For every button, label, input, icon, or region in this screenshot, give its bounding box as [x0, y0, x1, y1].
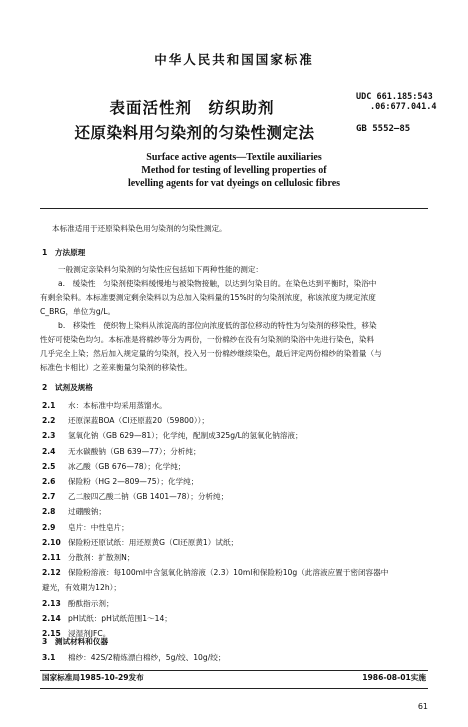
- reagent-item: 2.12 保险粉溶液：每100ml中含氢氧化钠溶液（2.3）10ml和保险粉10g（此溶液应置于密闭容器中: [42, 568, 389, 578]
- effective-date: 1986-08-01实施: [362, 673, 426, 682]
- section-1-body: [40, 263, 438, 375]
- udc-line2: .06:677.041.4: [370, 102, 437, 112]
- footer-divider-bottom: [40, 688, 428, 689]
- document-title-line1: 表面活性剂 纺织助剂: [109, 99, 275, 117]
- reagent-item: 2.2 还原深蓝BOA（CI还原蓝20（59800））；: [42, 416, 209, 426]
- reagent-item: 2.8 过硼酸钠；: [42, 507, 106, 517]
- migration-line3: 几乎完全上染；然后加入规定量的匀染剂，投入另一份棉纱继续染色，最后评定两份棉纱的染着量（与: [40, 349, 382, 358]
- page-number: 61: [417, 702, 428, 711]
- section-3-heading: 3 测试材料和仪器: [42, 637, 109, 646]
- section-2-heading: 2 试剂及规格: [42, 383, 93, 392]
- issuing-organization: 中华人民共和国国家标准: [154, 52, 314, 67]
- reagent-item: 2.6 保险粉（HG 2—809—75）；化学纯；: [42, 477, 199, 487]
- reagent-item: 2.10 保险粉还原试纸：用还原黄G（CI还原黄1）试纸；: [42, 537, 239, 547]
- reagent-item: 2.14 pH试纸：pH试纸范围1～14；: [42, 613, 172, 623]
- retarding-line3: C_BRG，单位为g/L。: [40, 307, 116, 316]
- reagent-item: 2.11 分散剂：扩散剂N；: [42, 553, 135, 563]
- reagent-item: 2.4 无水碳酸钠（GB 639—77）；分析纯；: [42, 446, 201, 456]
- approval-date: 国家标准局1985-10-29发布: [42, 673, 144, 682]
- standard-number: GB 5552—85: [356, 124, 411, 134]
- udc-code: [356, 92, 437, 112]
- reagent-item: 2.15 浸湿剂JFC。: [42, 629, 111, 639]
- udc-line1: UDC 661.185:543: [356, 92, 433, 102]
- retarding-line2: 有剩余染料。本标准要测定剩余染料以为总加入染料量的15%时的匀染剂浓度，称该浓度为规定浓度: [40, 293, 376, 302]
- reagent-item: 2.13 酚酞指示剂；: [42, 598, 114, 608]
- material-item: 3.1 棉纱：42S/2精炼漂白棉纱，5g/绞、10g/绞；: [42, 653, 226, 662]
- retarding-line1: a. 缓染性 匀染剂使染料缓慢地与被染物接触，以达到匀染目的。在染色达到平衡时，染浴中: [58, 279, 377, 288]
- migration-line1: b. 移染性 使织物上染料从浓淀高的部位向浓度低的部位移动的特性为匀染剂的移染性，移染: [58, 321, 377, 330]
- reagent-item-continuation: 避光，有效期为12h）；: [42, 583, 122, 593]
- section-1-intro: 一般测定亲染料匀染剂的匀染性应包括如下两种性能的测定：: [58, 265, 264, 274]
- english-title-line3: levelling agents for vat dyeings on cellulosic fibres: [127, 178, 341, 189]
- title-divider: [40, 208, 428, 209]
- migration-line4: 标准色卡相比）之差来衡量匀染剂的移染性。: [40, 363, 192, 372]
- reagent-list: [42, 398, 432, 641]
- section-1-heading: 1 方法原理: [42, 248, 86, 257]
- reagent-item: 2.7 乙二胺四乙酸二钠（GB 1401—78）；分析纯；: [42, 492, 229, 502]
- document-title-line2: 还原染料用匀染剂的匀染性测定法: [74, 124, 315, 142]
- migration-line2: 性好可使染色均匀。本标准是将棉纱等分为两份，一份棉纱在没有匀染剂的染浴中先进行染色，染料: [40, 335, 375, 344]
- reagent-item: 2.1 水：本标准中均采用蒸馏水。: [42, 401, 167, 410]
- reagent-item: 2.5 冰乙酸（GB 676—78）；化学纯；: [42, 461, 186, 471]
- reagent-item: 2.9 皂片：中性皂片；: [42, 522, 129, 532]
- reagent-item: 2.3 氢氧化钠（GB 629—81）；化学纯，配制成325g/L的氢氧化钠溶液；: [42, 431, 303, 441]
- footer-divider-top: [40, 670, 428, 671]
- english-title-line1: Surface active agents—Textile auxiliaries: [146, 152, 322, 163]
- english-title-line2: Method for testing of levelling properties of: [141, 165, 327, 176]
- scope-statement: 本标准适用于还原染料染色用匀染剂的匀染性测定。: [52, 224, 227, 233]
